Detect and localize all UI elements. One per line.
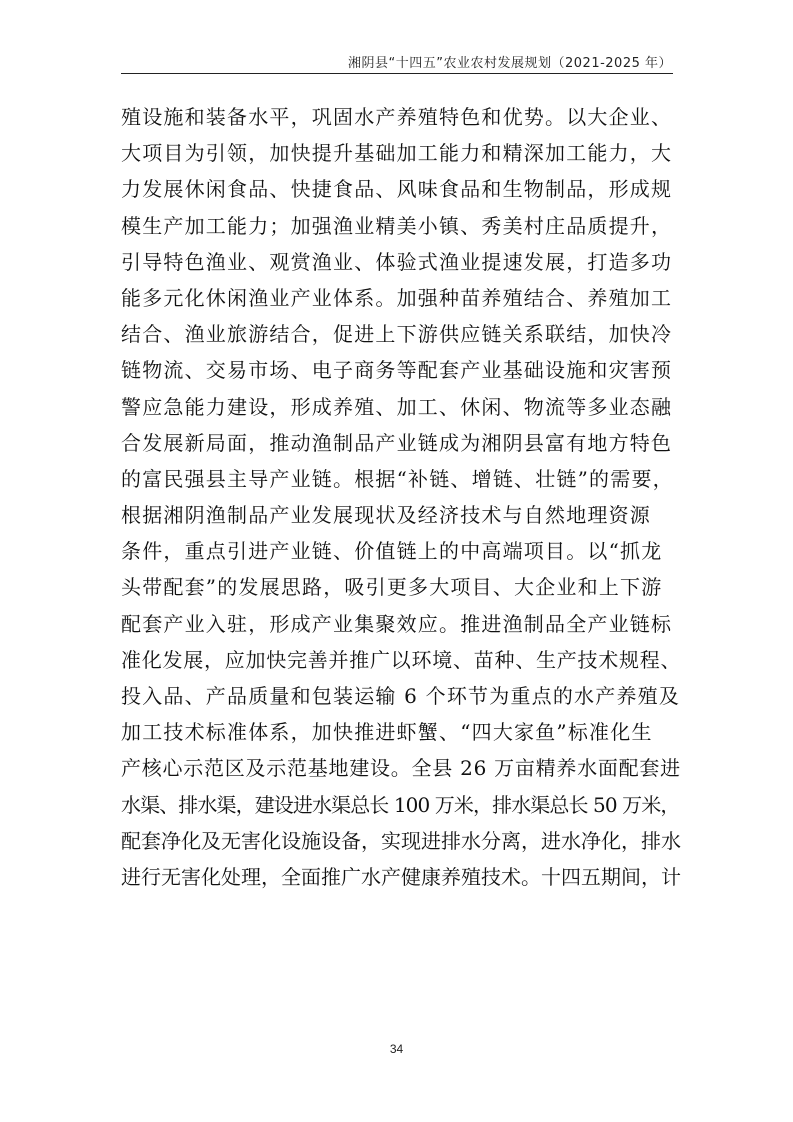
body-line: 模生产加工能力；加强渔业精美小镇、秀美村庄品质提升，: [121, 213, 673, 238]
page-number: 34: [389, 1042, 404, 1056]
body-line: 能多元化休闲渔业产业体系。加强种苗养殖结合、养殖加工: [121, 285, 673, 310]
body-text: [121, 99, 681, 895]
body-line: 的富民强县主导产业链。根据“补链、增链、壮链”的需要，: [121, 466, 674, 491]
body-line: 合发展新局面，推动渔制品产业链成为湘阴县富有地方特色: [121, 430, 673, 455]
body-line: 条件，重点引进产业链、价值链上的中高端项目。以“抓龙: [121, 539, 663, 564]
body-line: 引导特色渔业、观赏渔业、体验式渔业提速发展，打造多功: [121, 249, 673, 274]
body-line: 准化发展，应加快完善并推广以环境、苗种、生产技术规程、: [121, 647, 682, 672]
body-line: 结合、渔业旅游结合，促进上下游供应链关系联结，加快冷: [121, 322, 673, 347]
body-line: 根据湘阴渔制品产业发展现状及经济技术与自然地理资源: [121, 503, 651, 528]
body-line: 产核心示范区及示范基地建设。全县 26 万亩精养水面配套进: [121, 756, 681, 781]
body-line: 投入品、产品质量和包装运输 6 个环节为重点的水产养殖及: [121, 684, 681, 708]
body-line: 力发展休闲食品、快捷食品、风味食品和生物制品，形成规: [121, 177, 673, 202]
body-line: 加工技术标准体系，加快推进虾蟹、“四大家鱼”标准化生: [121, 720, 653, 745]
body-line: 殖设施和装备水平，巩固水产养殖特色和优势。以大企业、: [121, 105, 673, 129]
body-line: 进行无害化处理，全面推广水产健康养殖技术。十四五期间，计: [121, 864, 681, 889]
running-header: 湘阴县“十四五”农业农村发展规划（2021-2025 年）: [348, 56, 672, 71]
body-line: 大项目为引领，加快提升基础加工能力和精深加工能力，大: [121, 141, 673, 166]
body-line: 链物流、交易市场、电子商务等配套产业基础设施和灾害预: [121, 358, 673, 383]
body-line: 配套产业入驻，形成产业集聚效应。推进渔制品全产业链标: [121, 611, 673, 636]
body-line: 警应急能力建设，形成养殖、加工、休闲、物流等多业态融: [121, 394, 673, 419]
header-rule: [121, 73, 673, 74]
body-line: 配套净化及无害化设施设备，实现进排水分离，进水净化，排水: [121, 828, 681, 853]
body-line: 水渠、排水渠，建设进水渠总长 100 万米，排水渠总长 50 万米，: [121, 792, 680, 817]
body-line: 头带配套”的发展思路，吸引更多大项目、大企业和上下游: [121, 575, 663, 600]
